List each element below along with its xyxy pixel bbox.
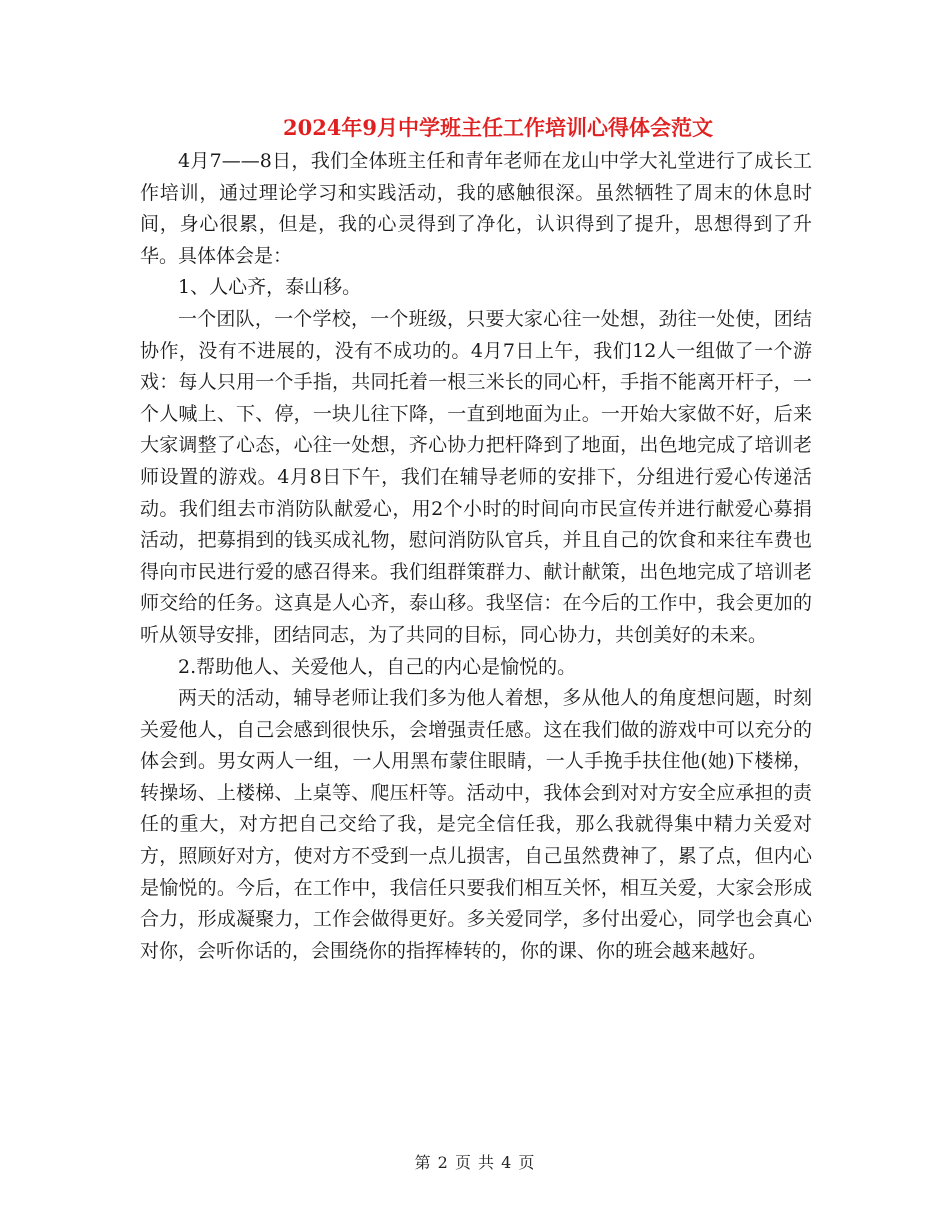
paragraph-intro: 4月7——8日，我们全体班主任和青年老师在龙山中学大礼堂进行了成长工作培训，通过理论学习和实践活动，我的感触很深。虽然牺牲了周末的休息时间，身心很累，但是，我的心灵得到了净化，认识得到了提升，思想得到了升华。具体体会是： bbox=[140, 150, 812, 267]
paragraph-section-2: 两天的活动，辅导老师让我们多为他人着想，多从他人的角度想问题，时刻关爱他人，自己会感到很快乐，会增强责任感。这在我们做的游戏中可以充分的体会到。男女两人一组，一人用黑布蒙住眼睛，一人手挽手扶住他(她)下楼梯，转操场、上楼梯、上桌等、爬压杆等。活动中，我体会到对对方安全应承担的责任的重大，对方把自己交给了我，是完全信任我，那么我就得集中精力关爱对方，照顾好对方，使对方不受到一点儿损害，自己虽然费神了，累了点，但内心是愉悦的。今后，在工作中，我信任只要我们相互关怀，相互关爱，大家会形成合力，形成凝聚力，工作会做得更好。多关爱同学，多付出爱心，同学也会真心对你，会听你话的，会围绕你的指挥棒转的，你的课、你的班会越来越好。 bbox=[140, 687, 812, 962]
section-heading-2: 2.帮助他人、关爱他人，自己的内心是愉悦的。 bbox=[178, 655, 577, 678]
paragraph-section-1: 一个团队，一个学校，一个班级，只要大家心往一处想，劲往一处使，团结协作，没有不进展的，没有不成功的。4月7日上午，我们12人一组做了一个游戏：每人只用一个手指，共同托着一根三米长的同心杆，手指不能离开杆子，一个人喊上、下、停，一块儿往下降，一直到地面为止。一开始大家做不好，后来大家调整了心态，心往一处想，齐心协力把杆降到了地面，出色地完成了培训老师设置的游戏。4月8日下午，我们在辅导老师的安排下，分组进行爱心传递活动。我们组去市消防队献爱心，用2个小时的时间向市民宣传并进行献爱心募捐活动，把募捐到的钱买成礼物，慰问消防队官兵，并且自己的饮食和来往车费也得向市民进行爱的感召得来。我们组群策群力、献计献策，出色地完成了培训老师交给的任务。这真是人心齐，泰山移。我坚信：在今后的工作中，我会更加的听从领导安排，团结同志，为了共同的目标，同心协力，共创美好的未来。 bbox=[140, 307, 812, 646]
document-body bbox=[140, 146, 812, 967]
document-title: 2024年9月中学班主任工作培训心得体会范文 bbox=[282, 115, 714, 140]
section-heading-1: 1、人心齐，泰山移。 bbox=[178, 276, 362, 299]
page-number-footer: 第 2 页 共 4 页 bbox=[414, 1153, 536, 1172]
